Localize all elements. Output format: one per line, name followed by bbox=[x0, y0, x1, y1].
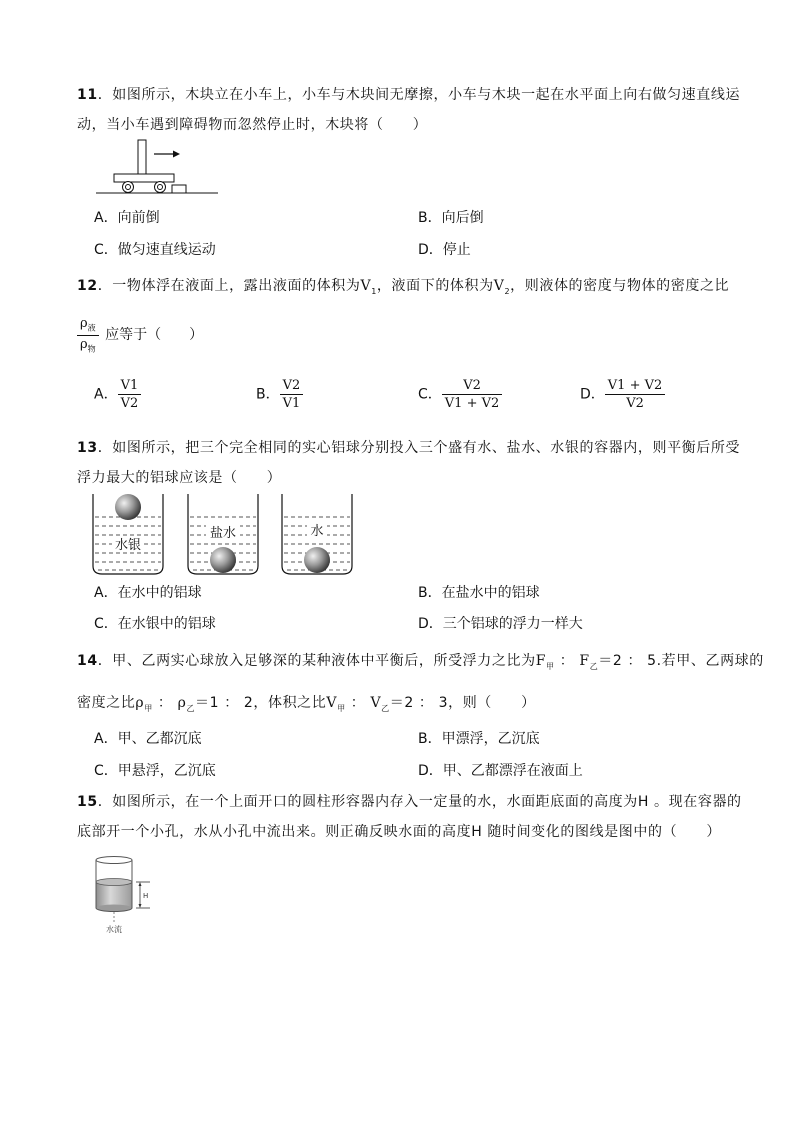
q11-option-c: C．做匀速直线运动 bbox=[94, 242, 216, 258]
q14-option-c: C．甲悬浮，乙沉底 bbox=[94, 763, 216, 779]
q13-line2: 浮力最大的铝球应该是（ ） bbox=[77, 470, 282, 486]
q14-line1: 14．甲、乙两实心球放入足够深的某种液体中平衡后，所受浮力之比为$F_甲$ ： $F_乙=2$ ： 5.若甲、乙两球的 bbox=[77, 653, 764, 671]
rho-ratio-fraction: $\frac{\rho_液}{\rho_物}$ bbox=[77, 316, 99, 354]
beaker-water bbox=[282, 494, 352, 574]
beaker-salt-water bbox=[188, 494, 258, 574]
q12-option-d: D． $\frac{V1 + V2}{V2}$ bbox=[580, 378, 665, 411]
q11-option-b: B．向后倒 bbox=[418, 210, 484, 226]
q14-option-d: D．甲、乙都漂浮在液面上 bbox=[418, 763, 583, 779]
q15-line2: 底部开一个小孔，水从小孔中流出来。则正确反映水面的高度H 随时间变化的图线是图中的（ ） bbox=[77, 824, 721, 840]
q15-container-figure bbox=[92, 852, 172, 938]
q13-option-c: C．在水银中的铝球 bbox=[94, 616, 216, 632]
q13-line1: 13．如图所示，把三个完全相同的实心铝球分别投入三个盛有水、盐水、水银的容器内，则平衡后所受 bbox=[77, 440, 741, 456]
beaker-mercury bbox=[93, 494, 163, 574]
q11-option-d: D．停止 bbox=[418, 242, 471, 258]
q11-number: 11 bbox=[77, 87, 98, 103]
q12-line2: $\frac{\rho_液}{\rho_物}$ 应等于（ ） bbox=[77, 316, 203, 354]
q15-line1: 15．如图所示，在一个上面开口的圆柱形容器内存入一定量的水，水面距底面的高度为H 。现在容器的 bbox=[77, 794, 742, 810]
beaker-label-mercury: 水银 bbox=[114, 538, 142, 553]
q12-line1: 12．一物体浮在液面上，露出液面的体积为$V_1$，液面下的体积为$V_2$，则液体的密度与物体的密度之比 bbox=[77, 278, 730, 296]
q11-line2: 动，当小车遇到障碍物而忽然停止时，木块将（ ） bbox=[77, 117, 428, 133]
q13-option-d: D．三个铝球的浮力一样大 bbox=[418, 616, 583, 632]
q14-option-a: A．甲、乙都沉底 bbox=[94, 731, 202, 747]
q13-option-a: A．在水中的铝球 bbox=[94, 585, 202, 601]
q15-flow-label: 水流 bbox=[106, 925, 122, 934]
q11-cart-figure bbox=[96, 140, 220, 196]
q15-h-label: H bbox=[143, 892, 149, 900]
q12-option-b: B． $\frac{V2}{V1}$ bbox=[256, 378, 303, 411]
q11-option-a: A．向前倒 bbox=[94, 210, 160, 226]
q13-option-b: B．在盐水中的铝球 bbox=[418, 585, 540, 601]
q11-line1: 11．如图所示，木块立在小车上，小车与木块间无摩擦，小车与木块一起在水平面上向右做匀速直线运 bbox=[77, 87, 741, 103]
q12-option-c: C． $\frac{V2}{V1 + V2}$ bbox=[418, 378, 502, 411]
q12-option-a: A． $\frac{V1}{V2}$ bbox=[94, 378, 141, 411]
q14-option-b: B．甲漂浮，乙沉底 bbox=[418, 731, 540, 747]
q13-beakers-figure bbox=[90, 490, 360, 580]
beaker-label-water: 水 bbox=[310, 524, 324, 539]
q14-line2: 密度之比$\rho_甲$ ： $\rho_乙=1$ ： 2，体积之比$V_甲$ ： $V_乙=2$ ： 3，则（ ） bbox=[77, 695, 536, 713]
beaker-label-salt-water: 盐水 bbox=[209, 526, 237, 541]
